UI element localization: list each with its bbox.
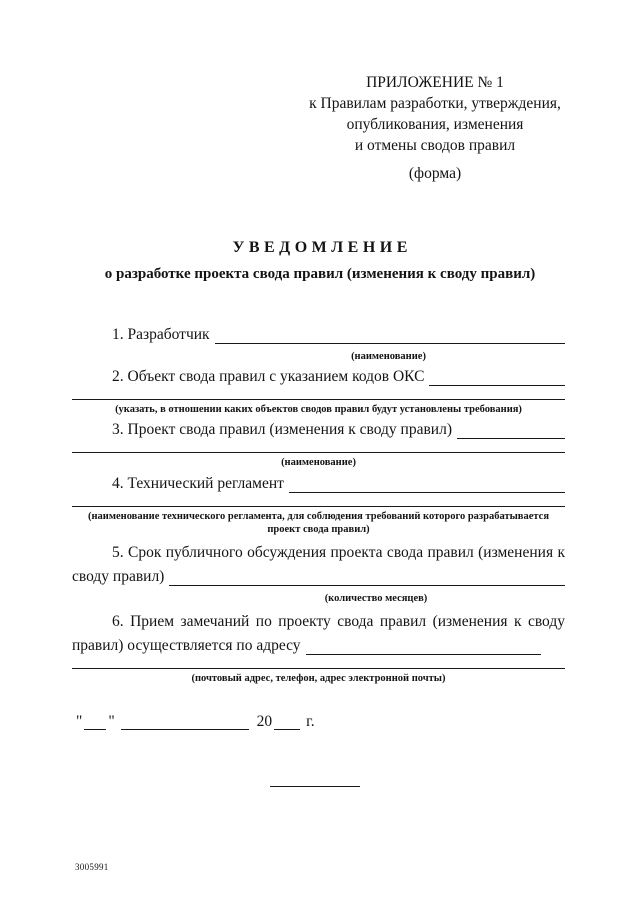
field-discussion-period-blank-line (169, 585, 565, 586)
date-month-blank (121, 715, 249, 730)
field-regulation-blank-line (289, 492, 565, 493)
field-discussion-period-caption: (количество месяцев) (324, 593, 428, 604)
field-developer-blank-line (215, 343, 565, 344)
field-discussion-period-label: своду правил) (72, 568, 165, 585)
field-comments-address-blank-line (306, 654, 541, 655)
appendix-line-2: к Правилам разработки, утверждения, (309, 95, 561, 112)
field-regulation-caption: (наименование технического регламента, для соблюдения требований которого разрабатывается проект свода правил) (87, 511, 550, 535)
field-draft (72, 418, 565, 442)
field-regulation (72, 472, 565, 496)
document-title: УВЕДОМЛЕНИЕ (232, 239, 412, 256)
close-quote: " (108, 713, 115, 730)
field-draft-caption: (наименование) (281, 457, 356, 468)
field-developer-caption: (наименование) (351, 351, 426, 362)
field-comments-address-caption: (почтовый адрес, телефон, адрес электронной почты) (191, 673, 446, 684)
separator-line (270, 786, 360, 787)
field-object-label: 2. Объект свода правил с указанием кодов ОКС (112, 368, 425, 385)
field-object (72, 365, 565, 389)
field-regulation-continuation-line (72, 506, 565, 507)
print-order-number: 3005991 (75, 862, 109, 872)
date-line (76, 711, 640, 733)
date-century: 20 (256, 713, 273, 730)
field-developer-label: 1. Разработчик (112, 326, 210, 343)
field-object-caption: (указать, в отношении каких объектов сводов правил будут установлены требования) (115, 404, 522, 415)
field-draft-label: 3. Проект свода правил (изменения к своду правил) (112, 421, 452, 438)
field-discussion-period-line1: 5. Срок публичного обсуждения проекта свода правил (изменения к (112, 544, 565, 561)
field-object-continuation-line (72, 399, 565, 400)
appendix-line-3: опубликования, изменения (346, 116, 524, 133)
date-year-suffix: г. (306, 713, 315, 730)
field-object-blank-line (429, 385, 565, 386)
field-draft-blank-line (457, 438, 565, 439)
open-quote: " (76, 713, 83, 730)
field-regulation-label: 4. Технический регламент (112, 475, 284, 492)
appendix-header (292, 72, 578, 156)
field-comments-address (72, 634, 565, 658)
appendix-line-4: и отмены сводов правил (354, 137, 516, 154)
field-draft-continuation-line (72, 452, 565, 453)
field-discussion-period (72, 565, 565, 589)
date-year-blank (274, 715, 300, 730)
document-subtitle: о разработке проекта свода правил (изменения к своду правил) (104, 266, 536, 282)
field-comments-address-label: правил) осуществляется по адресу (72, 637, 301, 654)
appendix-line-1: ПРИЛОЖЕНИЕ № 1 (366, 74, 504, 91)
form-note: (форма) (408, 165, 462, 182)
field-comments-address-line1: 6. Прием замечаний по проекту свода правил (изменения к своду (112, 613, 565, 630)
field-comments-address-continuation-line (72, 668, 565, 669)
form-body (0, 323, 640, 685)
date-day-blank (84, 715, 106, 730)
field-developer (72, 323, 565, 347)
